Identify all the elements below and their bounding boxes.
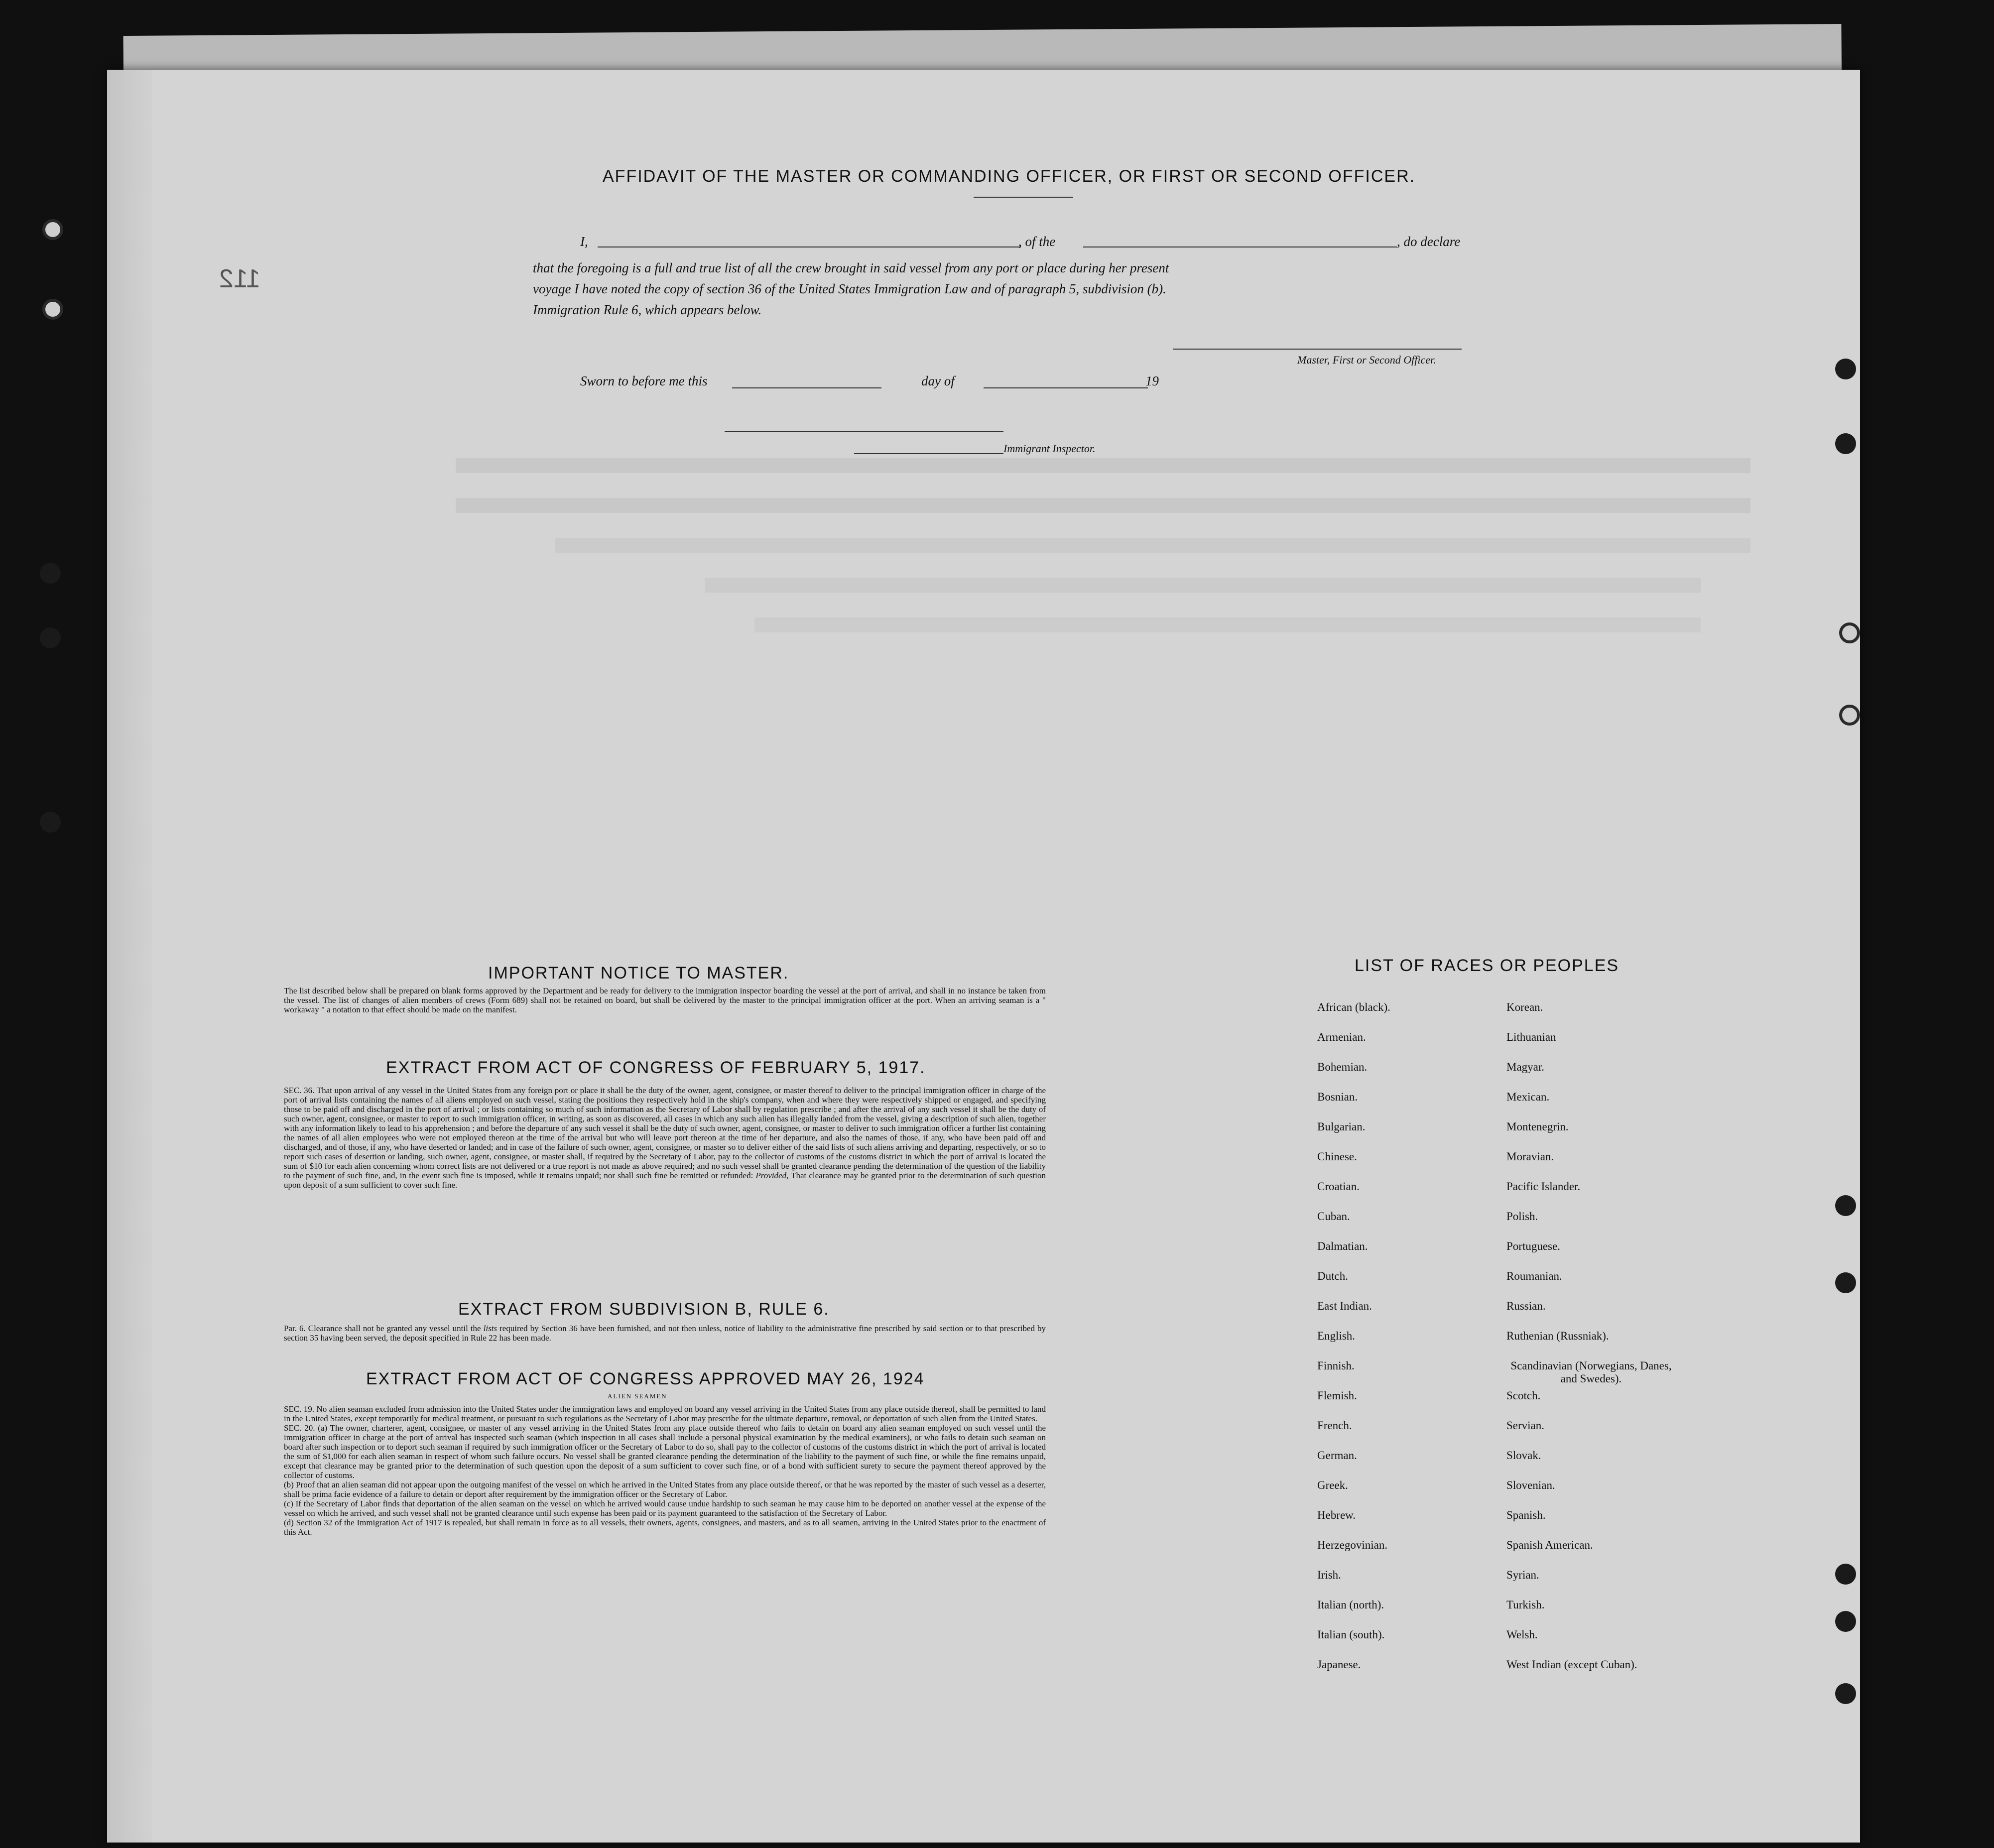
race-entry: Armenian. [1317,1031,1366,1043]
race-entry: Italian (north). [1317,1599,1384,1611]
proviso-word: Provided, [755,1171,789,1180]
act-1917-text [284,1086,1046,1190]
race-entry: Hebrew. [1317,1509,1356,1521]
bleed-through-row [705,578,1701,593]
race-entry: Irish. [1317,1569,1341,1581]
binder-hole [1835,433,1856,454]
race-entry: Pacific Islander. [1506,1180,1581,1193]
affidavit-line-4: Immigration Rule 6, which appears below. [533,302,762,317]
rule-6-heading: EXTRACT FROM SUBDIVISION B, RULE 6. [458,1300,830,1319]
inspector-caption: Immigrant Inspector. [1003,442,1096,455]
rule-6-body-start: Par. 6. Clearance shall not be granted any vessel until the [284,1324,481,1333]
race-entry: Herzegovinian. [1317,1539,1388,1551]
act-1924-text [284,1404,1046,1537]
sec-20c-text: (c) If the Secretary of Labor finds that deportation of the alien seaman on the vessel on which he arrived would cause undue hardship to such seaman he may cause him to be deported on another vessel at the expense of the vessel on which he arrived, and such vessel shall not be granted clearance until such expense has been paid or its payment guaranteed to the satisfaction of the Secretary of Labor. [284,1499,1046,1518]
sec-19-text: SEC. 19. No alien seaman excluded from admission into the United States under the immigration laws and employed on board any vessel arriving in the United States from any place outside thereof, shall be permitted to land in the United States, except temporarily for medical treatment, or pursuant to such regulations as the Secretary of Labor may prescribe for the ultimate departure, removal, or deportation of such alien from the United States. [284,1404,1046,1423]
race-entry: Russian. [1506,1300,1546,1312]
document-page [107,70,1860,1843]
race-entry: Chinese. [1317,1150,1357,1163]
heading-rule [974,197,1073,198]
binder-hole [1835,1272,1856,1293]
race-entry: Dutch. [1317,1270,1348,1282]
race-entry: Polish. [1506,1210,1538,1223]
binder-hole [1835,1195,1856,1216]
sec-20a-text: SEC. 20. (a) The owner, charterer, agent, consignee, or master of any vessel arriving in the United States from any place outside thereof who fails to detain on board any alien seaman employed on such vessel until the immigration officer in charge at the port of arrival has inspected such seaman (which inspection in all cases shall include a personal physical examination by the medical examiners), or who fails to detain such seaman on board after such inspection or to deport such seaman if required by such immigration officer or the Secretary of Labor to do so, shall pay to the collector of customs of the customs district in which the port of arrival is located the sum of $1,000 for each alien seaman in respect of whom such failure occurs. No vessel shall be granted clearance pending the determination of the liability to the payment of such fine, or while the fine remains unpaid, except that clearance may be granted prior to the determination of such question upon the deposit of a sum sufficient to cover such fine, or of a bond with sufficient surety to secure the payment thereof approved by the collector of customs. [284,1423,1046,1480]
signature-caption: Master, First or Second Officer. [1297,354,1436,366]
race-entry: Dalmatian. [1317,1240,1368,1252]
race-entry: Portuguese. [1506,1240,1560,1252]
race-entry: Italian (south). [1317,1628,1385,1641]
race-entry: Slovenian. [1506,1479,1555,1491]
race-entry: Montenegrin. [1506,1120,1569,1133]
sworn-month-blank [984,387,1148,388]
race-entry: Cuban. [1317,1210,1350,1223]
race-entry: Japanese. [1317,1658,1361,1671]
race-entry: Bosnian. [1317,1091,1358,1103]
race-entry: Magyar. [1506,1061,1545,1073]
act-1924-heading: EXTRACT FROM ACT OF CONGRESS APPROVED MAY 26, 1924 [366,1369,925,1388]
sec-20d-text: (d) Section 32 of the Immigration Act of 1917 is repealed, but shall remain in force as to all vessels, their owners, agents, consignees, and masters, and as to all seamen, arriving in the United States prior to the enactment of this Act. [284,1518,1046,1537]
bleed-through-row [456,498,1750,513]
race-entry: Moravian. [1506,1150,1554,1163]
page-number: 112 [219,264,260,293]
race-entry: Spanish. [1506,1509,1546,1521]
race-entry: East Indian. [1317,1300,1372,1312]
lists-word: lists [483,1324,498,1333]
binder-hole [1839,622,1860,643]
binder-hole [1835,1564,1856,1585]
binder-hole [42,299,63,320]
race-entry: Greek. [1317,1479,1348,1491]
master-name-blank [598,246,1021,247]
affidavit-line-3: voyage I have noted the copy of section 36 of the United States Immigration Law and of paragraph 5, subdivision (b). [533,281,1166,296]
year-prefix: 19 [1145,373,1159,388]
race-entry: Welsh. [1506,1628,1538,1641]
race-entry: Mexican. [1506,1091,1550,1103]
day-of-text: day of [921,373,955,388]
race-entry: Spanish American. [1506,1539,1593,1551]
race-entry: Bulgarian. [1317,1120,1366,1133]
race-entry: German. [1317,1449,1357,1462]
binder-hole [1835,1611,1856,1632]
race-entry: Lithuanian [1506,1031,1556,1043]
races-right-column [1506,1001,1696,1688]
bleed-through-row [456,458,1750,473]
race-entry: Ruthenian (Russniak). [1506,1330,1609,1342]
binder-hole [1835,1683,1856,1704]
race-entry: Servian. [1506,1419,1545,1432]
vessel-name-blank [1083,246,1397,247]
binder-hole [1839,705,1860,726]
affidavit-declare: , do declare [1397,234,1461,249]
act-1917-heading: EXTRACT FROM ACT OF CONGRESS OF FEBRUARY 5, 1917. [386,1058,926,1077]
inspector-line [854,453,1003,454]
race-entry: Slovak. [1506,1449,1541,1462]
binding-strip [107,70,152,1843]
sworn-day-blank [732,387,881,388]
binder-hole [42,219,63,240]
race-entry: French. [1317,1419,1352,1432]
act-1917-body: SEC. 36. That upon arrival of any vessel in the United States from any foreign port or place it shall be the duty of the owner, agent, consignee, or master thereof to deliver to the principal immigration officer in charge of the port of arrival lists containing the names of all aliens employed on such vessel, stating the positions they respectively hold in the ship's company, when and where they were respectively shipped or engaged, and specifying those to be paid off and discharged in the port of arrival ; or lists containing so much of such information as the Secretary of Labor shall by regulation prescribe ; and after the arrival of any such vessel it shall be the duty of such owner, agent, consignee, or master to report to such immigration officer, in writing, as soon as discovered, all cases in which any such alien has illegally landed from the vessel, giving a description of such alien, together with any information likely to lead to his apprehension ; and before the departure of any such vessel it shall be the duty of such owner, agent, consignee, or master to deliver to such immigration officer a further list containing the names of all alien employees who were not employed thereon at the time of the arrival but who will leave port thereon at the time of her departure, and also the names of those, if any, who have been paid off and discharged, and of those, if any, who have deserted or landed; and in case of the failure of such owner, agent, consignee, or master so to deliver either of the said lists of such aliens arriving and departing, respectively, or so to report such cases of desertion or landing, such owner, agent, consignee, or master shall, if required by the Secretary of Labor, pay to the collector of customs of the customs district in which the port of arrival is located the sum of $10 for each alien concerning whom correct lists are not delivered or a true report is not made as above required; and no such vessel shall be granted clearance pending the determination of the question of the liability to the payment of such fine, and, in the event such fine is imposed, while it remains unpaid; nor shall such fine be remitted or refunded: [284,1086,1046,1180]
binder-hole [40,627,61,648]
affidavit-of-the: , of the [1018,234,1056,249]
binder-hole [40,812,61,833]
race-entry: Scandinavian (Norwegians, Danes, and Swedes). [1510,1359,1672,1385]
bleed-through-row [754,617,1701,632]
race-entry: Flemish. [1317,1389,1357,1402]
races-left-column [1317,1001,1390,1688]
race-entry: Bohemian. [1317,1061,1368,1073]
notice-heading: IMPORTANT NOTICE TO MASTER. [488,964,789,983]
affidavit-i: I, [580,234,588,249]
sworn-text: Sworn to before me this [580,373,708,388]
rule-6-body-end: required by Section 36 have been furnished, and not then unless, notice of liability to the administrative fine prescribed by said section or to that prescribed by section 35 having been served, the deposit specified in Rule 22 has been made. [284,1324,1046,1343]
sec-20b-text: (b) Proof that an alien seaman did not appear upon the outgoing manifest of the vessel on which he arrived in the United States from any place outside thereof, or that he was reported by the master of such vessel as a deserter, shall be prima facie evidence of a failure to detain or deport after requirement by the immigration officer or the Secretary of Labor. [284,1480,1046,1499]
notice-text: The list described below shall be prepared on blank forms approved by the Department and be ready for delivery to the immigration inspector boarding the vessel at the port of arrival, and shall in no instance be taken from the vessel. The list of changes of alien members of crews (Form 689) shall not be retained on board, but shall be delivered by the master to the principal immigration officer at the port. When an arriving seaman is a " workaway " a notation to that effect should be made on the manifest. [284,986,1046,1014]
race-entry: West Indian (except Cuban). [1506,1658,1637,1671]
race-entry: Finnish. [1317,1359,1355,1372]
race-entry: Turkish. [1506,1599,1545,1611]
binder-hole [1835,359,1856,379]
race-entry: English. [1317,1330,1356,1342]
races-heading: LIST OF RACES OR PEOPLES [1355,956,1620,975]
race-entry: Syrian. [1506,1569,1539,1581]
race-entry: African (black). [1317,1001,1390,1013]
affidavit-heading: AFFIDAVIT OF THE MASTER OR COMMANDING OFFICER, OR FIRST OR SECOND OFFICER. [603,167,1416,186]
inspector-line-upper [725,431,1003,432]
binder-hole [40,563,61,584]
rule-6-text [284,1324,1046,1343]
race-entry: Scotch. [1506,1389,1541,1402]
signature-line [1173,349,1462,350]
race-entry: Korean. [1506,1001,1543,1013]
act-1924-subheading: ALIEN SEAMEN [608,1392,667,1400]
race-entry: Croatian. [1317,1180,1360,1193]
act-1917-proviso: That clearance may be granted prior to the determination of such question upon deposit of a sum sufficient to cover such fine. [284,1171,1046,1190]
race-entry: Roumanian. [1506,1270,1562,1282]
bleed-through-row [555,538,1750,553]
affidavit-line-2: that the foregoing is a full and true list of all the crew brought in said vessel from any port or place during her present [533,260,1169,275]
